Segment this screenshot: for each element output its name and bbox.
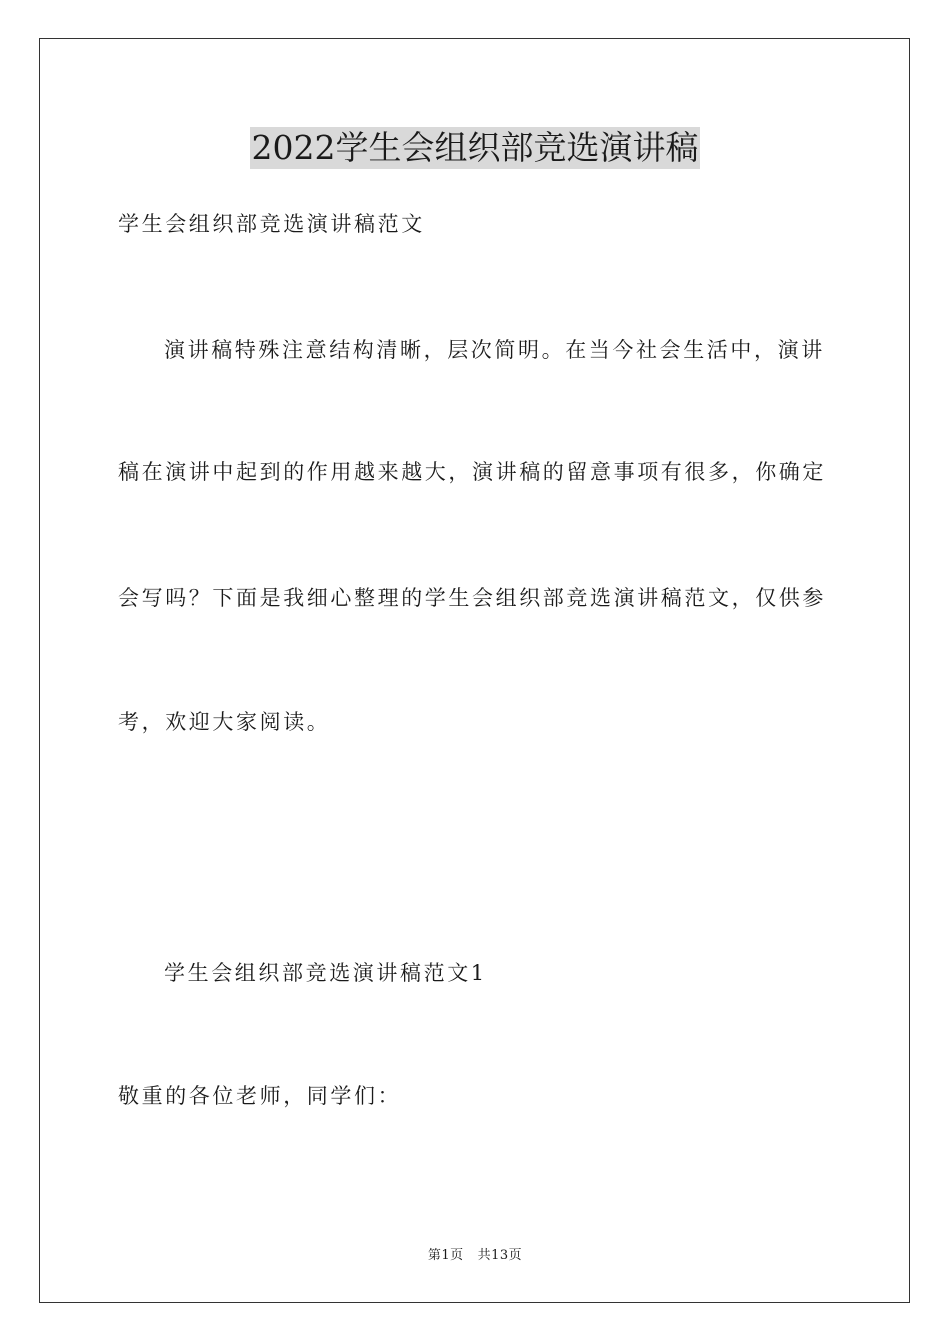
page-footer <box>0 1247 950 1265</box>
page-number-current: 第1页 <box>427 1248 464 1263</box>
section-heading: 学生会组织部竞选演讲稿范文1 <box>164 961 487 985</box>
document-subtitle: 学生会组织部竞选演讲稿范文 <box>118 212 425 236</box>
intro-line-4: 考，欢迎大家阅读。 <box>118 710 331 734</box>
intro-line-2: 稿在演讲中起到的作用越来越大，演讲稿的留意事项有很多，你确定 <box>118 460 826 484</box>
title-container <box>0 127 950 169</box>
document-title: 2022学生会组织部竞选演讲稿 <box>251 128 699 167</box>
intro-line-1: 演讲稿特殊注意结构清晰，层次简明。在当今社会生活中，演讲 <box>164 338 825 362</box>
intro-line-3: 会写吗？下面是我细心整理的学生会组织部竞选演讲稿范文，仅供参 <box>118 586 826 610</box>
salutation: 敬重的各位老师，同学们： <box>118 1084 402 1108</box>
page-number-total: 共13页 <box>477 1248 523 1263</box>
